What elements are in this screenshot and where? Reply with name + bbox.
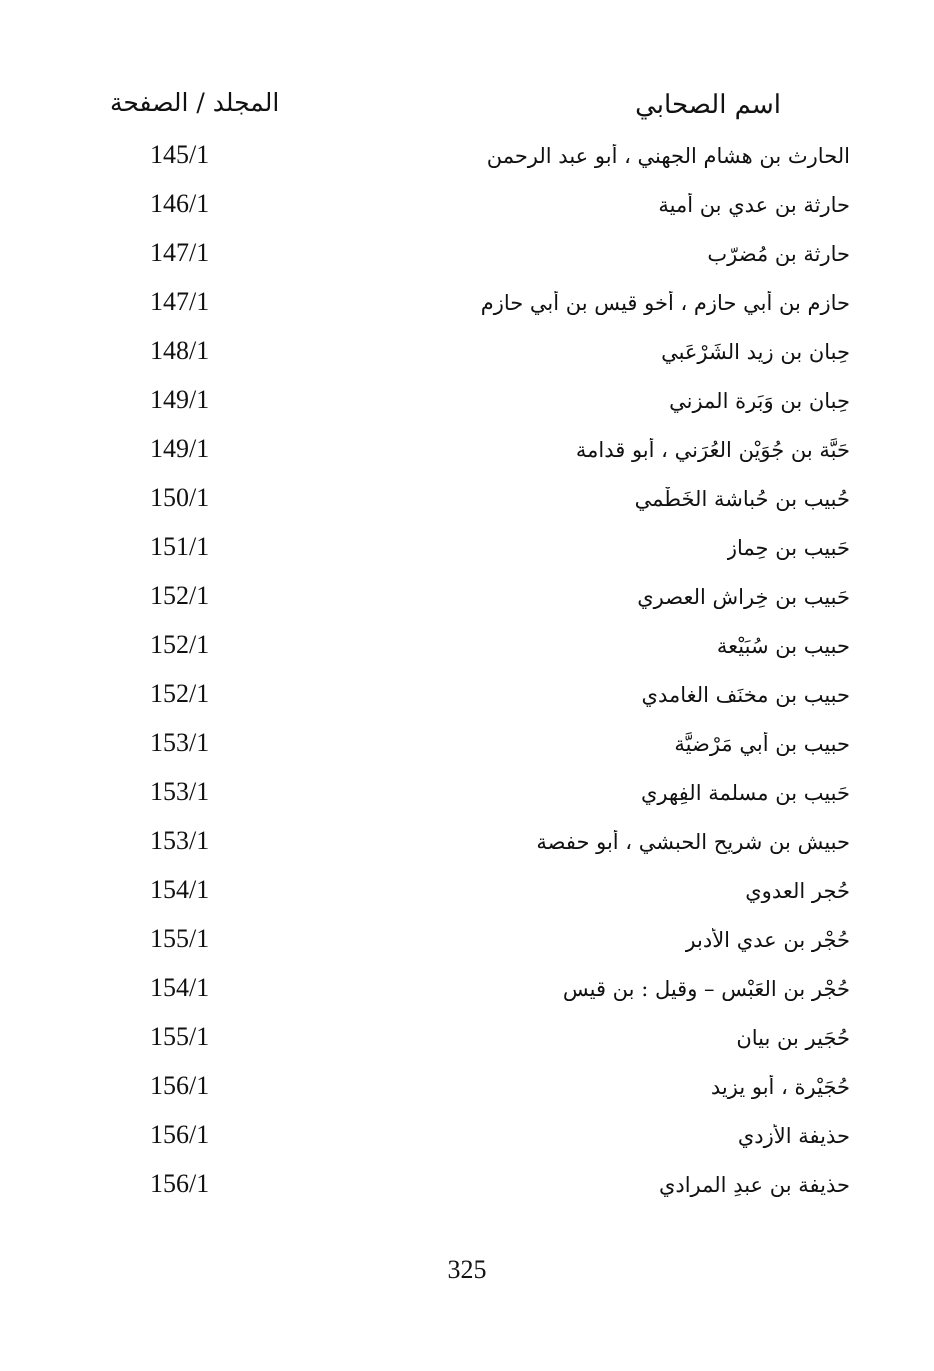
header-name-column: اسم الصحابي [635, 90, 781, 120]
companion-name: حُجْر بن العَبْس – وقيل : بن قيس [562, 977, 850, 1001]
volume-page-ref: 148/1 [150, 336, 210, 365]
companion-name: حِبان بن زيد الشَرْعَبي [661, 340, 850, 364]
volume-page-ref: 147/1 [150, 238, 210, 267]
volume-page-ref: 152/1 [150, 630, 210, 659]
companion-name: حُجَير بن بيان [736, 1026, 850, 1050]
companion-name: حبيش بن شريح الحبشي ، أبو حفصة [536, 830, 850, 854]
index-row [105, 285, 850, 334]
companion-name: حازم بن أبي حازم ، أخو قيس بن أبي حازم [480, 291, 850, 315]
index-row [105, 138, 850, 187]
volume-page-ref: 145/1 [150, 140, 210, 169]
index-row [105, 677, 850, 726]
index-row [105, 334, 850, 383]
index-row [105, 922, 850, 971]
volume-page-ref: 152/1 [150, 679, 210, 708]
companion-name: حذيفة الأزدي [737, 1124, 850, 1148]
volume-page-ref: 149/1 [150, 385, 210, 414]
companion-name: حبيب بن سُبَيْعة [716, 634, 850, 658]
companion-name: حُبيب بن حُباشة الخَطْمي [634, 487, 850, 511]
index-row [105, 971, 850, 1020]
index-row [105, 579, 850, 628]
header-page-column: المجلد / الصفحة [110, 88, 280, 117]
index-list [105, 138, 850, 1216]
volume-page-ref: 149/1 [150, 434, 210, 463]
volume-page-ref: 153/1 [150, 826, 210, 855]
companion-name: حُجْر بن عدي الأدبر [685, 928, 850, 952]
index-row [105, 383, 850, 432]
page-number: 325 [447, 1255, 487, 1284]
index-row [105, 775, 850, 824]
index-row [105, 1069, 850, 1118]
companion-name: حَبَّة بن جُوَيْن العُرَني ، أبو قدامة [575, 438, 850, 462]
volume-page-ref: 156/1 [150, 1071, 210, 1100]
index-row [105, 187, 850, 236]
table-header [105, 82, 845, 132]
companion-name: حبيب بن مخنَف الغامدي [641, 683, 850, 707]
volume-page-ref: 154/1 [150, 875, 210, 904]
companion-name: حُجَيْرة ، أبو يزيد [710, 1075, 850, 1099]
companion-name: حُجر العدوي [745, 879, 850, 903]
volume-page-ref: 150/1 [150, 483, 210, 512]
companion-name: حذيفة بن عبدِ المرادي [658, 1173, 850, 1197]
index-row [105, 530, 850, 579]
index-row [105, 1167, 850, 1216]
index-row [105, 1118, 850, 1167]
index-row [105, 873, 850, 922]
index-row [105, 236, 850, 285]
index-row [105, 432, 850, 481]
volume-page-ref: 151/1 [150, 532, 210, 561]
volume-page-ref: 147/1 [150, 287, 210, 316]
companion-name: حِبان بن وَبَرة المزني [669, 389, 850, 413]
index-row [105, 726, 850, 775]
companion-name: حبيب بن أبي مَرْضيَّة [674, 732, 850, 756]
volume-page-ref: 156/1 [150, 1169, 210, 1198]
volume-page-ref: 153/1 [150, 728, 210, 757]
index-row [105, 481, 850, 530]
volume-page-ref: 156/1 [150, 1120, 210, 1149]
index-row [105, 824, 850, 873]
companion-name: حَبيب بن مسلمة الفِهري [640, 781, 850, 805]
volume-page-ref: 152/1 [150, 581, 210, 610]
index-row [105, 628, 850, 677]
companion-name: الحارث بن هشام الجهني ، أبو عبد الرحمن [486, 144, 850, 168]
companion-name: حارثة بن عدي بن أمية [658, 193, 850, 217]
volume-page-ref: 155/1 [150, 924, 210, 953]
companion-name: حَبيب بن حِماز [726, 536, 850, 560]
volume-page-ref: 154/1 [150, 973, 210, 1002]
volume-page-ref: 155/1 [150, 1022, 210, 1051]
volume-page-ref: 153/1 [150, 777, 210, 806]
index-row [105, 1020, 850, 1069]
companion-name: حارثة بن مُضرّب [707, 242, 850, 266]
volume-page-ref: 146/1 [150, 189, 210, 218]
companion-name: حَبيب بن خِراش العصري [637, 585, 850, 609]
